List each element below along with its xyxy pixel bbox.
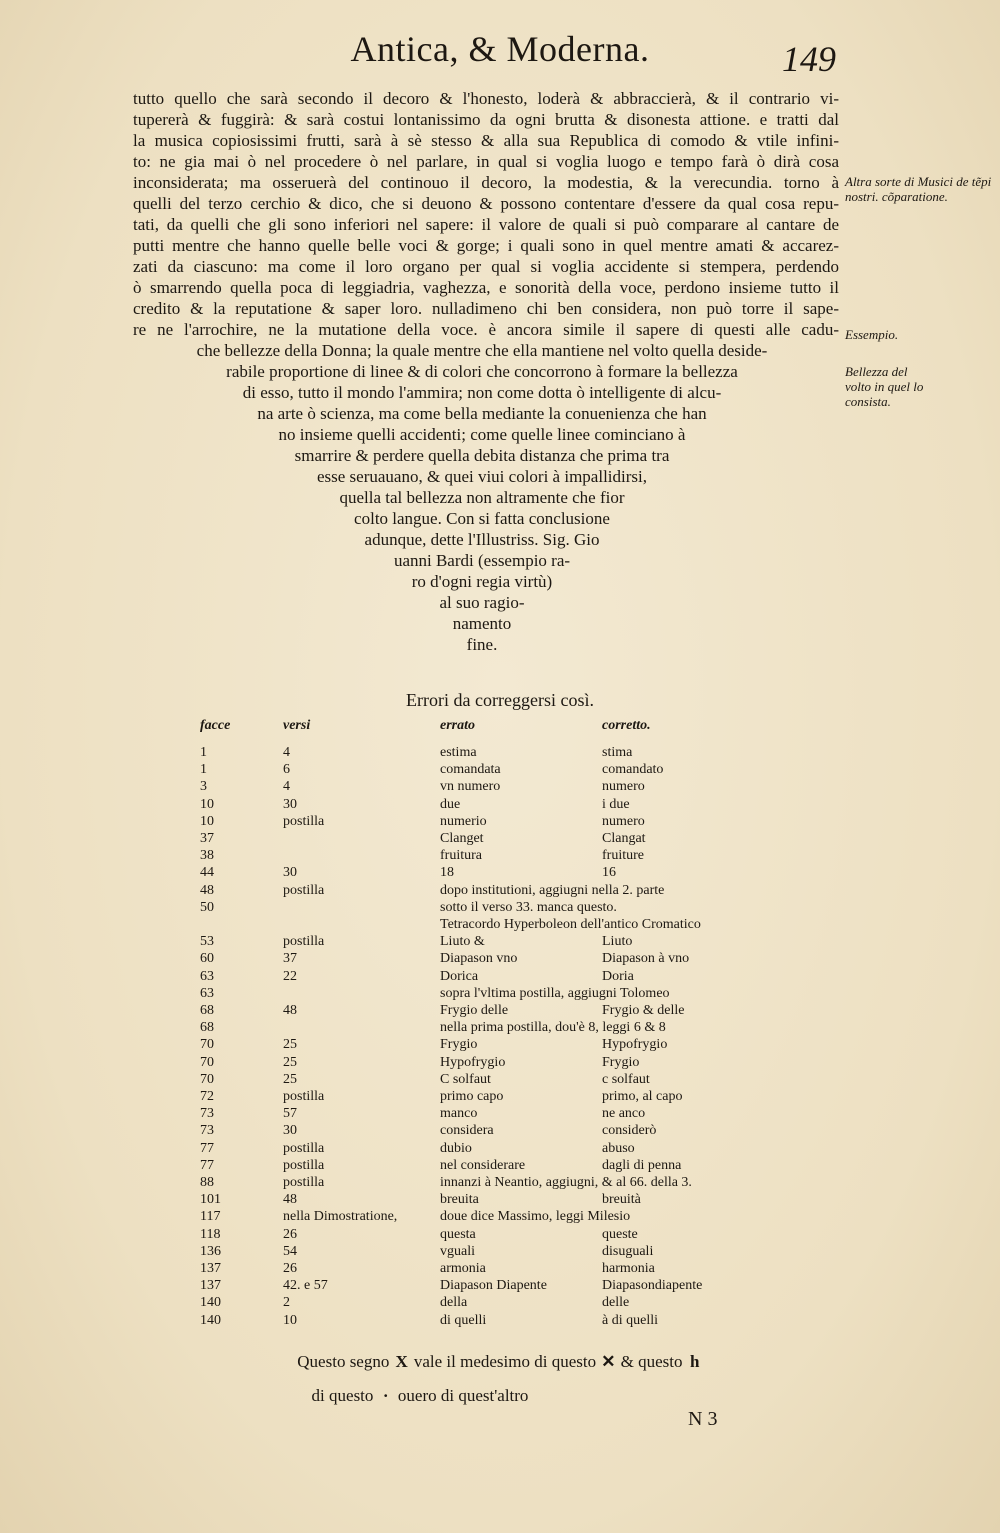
errata-versi: postilla (283, 1089, 325, 1104)
errata-row (0, 1037, 1000, 1054)
errata-facce: 1 (200, 745, 207, 760)
body-line: tutto quello che sarà secondo il decoro & l'honesto, loderà & abbraccierà, & il contrario vi- (133, 89, 839, 108)
errata-row (0, 883, 1000, 900)
errata-errato: Liuto & (440, 934, 485, 950)
body-line: uanni Bardi (essempio ra- (393, 551, 571, 570)
errata-errato: Hypofrygio (440, 1054, 506, 1070)
errata-errato: 18 (440, 865, 454, 881)
errata-corretto: numero (602, 813, 645, 829)
errata-row (0, 1313, 1000, 1330)
errata-facce: 73 (200, 1123, 214, 1139)
errata-errato: sopra l'vltima postilla, aggiugni Tolomeo (440, 985, 670, 1001)
errata-row (0, 1209, 1000, 1226)
sign-x: X (395, 1352, 408, 1371)
errata-corretto: i due (602, 796, 630, 812)
body-line: la musica copiosissimi frutti, sarà à sè stesso & alla sua Republica di comodo & vtile infini- (133, 131, 839, 150)
body-line: esse seruauano, & quei viui colori à impallidirsi, (316, 467, 647, 486)
errata-row (0, 814, 1000, 831)
errata-errato: di quelli (440, 1312, 487, 1328)
body-line: no insieme quelli accidenti; come quelle linee cominciano à (278, 425, 686, 444)
errata-facce: 77 (200, 1157, 214, 1173)
errata-facce: 70 (200, 1071, 214, 1087)
errata-versi: 37 (283, 951, 297, 967)
errata-row (0, 1175, 1000, 1192)
margin-note-essempio: Essempio. (845, 327, 899, 342)
errata-versi: postilla (283, 934, 325, 950)
errata-facce: 101 (200, 1192, 221, 1208)
errata-versi: 26 (283, 1226, 297, 1242)
errata-row (0, 745, 1000, 762)
body-line: quelli del terzo cerchio & dico, che si deuono & possono contentare d'essere da qual cosa repu- (133, 194, 839, 213)
errata-corretto: Diapason à vno (602, 951, 690, 967)
margin-note-bellezza: Bellezza del volto in quel lo consista. (845, 364, 924, 409)
errata-versi: 30 (283, 1123, 297, 1139)
errata-errato: primo capo (440, 1089, 504, 1104)
errata-corretto: Frygio & delle (602, 1003, 685, 1018)
errata-row (0, 1020, 1000, 1037)
page-number: 149 (782, 39, 836, 79)
errata-versi: 26 (283, 1261, 297, 1276)
body-line: zati da ciascuno: ma come il loro organo per qual si voglia accidente si stempera, perdendo (133, 257, 839, 276)
errata-corretto: Doria (602, 968, 634, 984)
errata-corretto: Clangat (602, 831, 646, 846)
errata-corretto: Frygio (602, 1054, 640, 1070)
errata-facce: 136 (200, 1243, 221, 1259)
errata-errato: nel considerare (440, 1157, 526, 1173)
errata-versi: 48 (283, 1192, 297, 1208)
errata-errato: Frygio (440, 1037, 478, 1053)
errata-facce: 118 (200, 1226, 221, 1242)
sign-dot: · (382, 1386, 389, 1405)
footer-text-2a: di questo (311, 1386, 374, 1405)
errata-versi: 57 (283, 1106, 297, 1122)
errata-errato: Diapason vno (440, 951, 518, 967)
errata-facce: 70 (200, 1037, 214, 1053)
errata-row (0, 1278, 1000, 1295)
errata-facce: 68 (200, 1020, 214, 1036)
errata-header-corretto: corretto. (602, 718, 651, 733)
errata-corretto: primo, al capo (602, 1089, 683, 1104)
errata-facce: 10 (200, 813, 214, 829)
errata-versi: postilla (283, 1140, 325, 1156)
errata-row (0, 951, 1000, 968)
body-line: smarrire & perdere quella debita distanza che prima tra (294, 446, 670, 465)
errata-versi: 42. e 57 (283, 1278, 328, 1294)
errata-errato: numerio (440, 813, 487, 829)
body-line: ò smarrendo quella poca di leggiadria, vaghezza, e sonorità della voce, perdono insieme tutto il (133, 278, 839, 297)
errata-row (0, 1192, 1000, 1209)
errata-facce: 1 (200, 762, 207, 778)
errata-facce: 137 (200, 1261, 221, 1276)
errata-facce: 117 (200, 1209, 221, 1225)
errata-corretto: 16 (602, 865, 616, 881)
errata-versi: 30 (283, 865, 297, 881)
errata-corretto: Diapasondiapente (602, 1278, 703, 1294)
errata-versi: 2 (283, 1295, 290, 1311)
errata-versi: postilla (283, 1157, 325, 1173)
errata-header-facce: facce (200, 718, 231, 733)
errata-row (0, 917, 1000, 934)
errata-errato: comandata (440, 762, 501, 778)
errata-row (0, 1295, 1000, 1312)
body-line: quella tal bellezza non altramente che fior (339, 488, 625, 507)
errata-versi: 30 (283, 796, 297, 812)
errata-corretto: abuso (602, 1140, 635, 1156)
errata-versi: 54 (283, 1243, 297, 1259)
errata-errato: fruitura (440, 848, 482, 864)
errata-row (0, 797, 1000, 814)
signature-mark: N 3 (688, 1408, 718, 1430)
errata-facce: 50 (200, 899, 214, 915)
errata-errato: manco (440, 1106, 478, 1122)
footer-text-2b: ouero di quest'altro (397, 1386, 529, 1405)
errata-errato: Tetracordo Hyperboleon dell'antico Cromatico (440, 917, 701, 932)
errata-errato: breuita (440, 1192, 479, 1208)
errata-corretto: comandato (602, 762, 664, 778)
errata-corretto: numero (602, 779, 645, 795)
errata-row (0, 1089, 1000, 1106)
errata-errato: Clanget (440, 831, 484, 846)
errata-corretto: considerò (602, 1123, 657, 1139)
errata-errato: vn numero (440, 779, 501, 795)
body-line: credito & la reputatione & saper loro. nulladimeno chi ben considera, non può torre il sape- (133, 299, 839, 318)
errata-corretto: stima (602, 745, 633, 760)
body-line: rabile proportione di linee & di colori che concorrono à formare la bellezza (226, 362, 738, 381)
errata-row (0, 1003, 1000, 1020)
errata-versi: 4 (283, 779, 290, 795)
errata-versi: 25 (283, 1071, 297, 1087)
errata-errato: due (440, 796, 461, 812)
errata-facce: 3 (200, 779, 207, 795)
errata-versi: 4 (283, 745, 290, 760)
errata-errato: C solfaut (440, 1071, 491, 1087)
errata-facce: 10 (200, 796, 214, 812)
errata-facce: 137 (200, 1278, 221, 1294)
errata-errato: dubio (440, 1140, 472, 1156)
sign-h: h (689, 1352, 700, 1371)
errata-row (0, 1072, 1000, 1089)
body-line: namento (452, 614, 512, 633)
errata-corretto: queste (602, 1226, 638, 1242)
errata-row (0, 1106, 1000, 1123)
errata-errato: armonia (440, 1261, 486, 1276)
errata-errato: questa (440, 1226, 476, 1242)
errata-errato: della (440, 1295, 468, 1311)
errata-row (0, 1244, 1000, 1261)
body-line: na arte ò scienza, ma come bella mediante la conuenienza che han (257, 404, 707, 423)
errata-corretto: fruiture (602, 848, 644, 864)
errata-facce: 77 (200, 1140, 214, 1156)
errata-versi: 48 (283, 1003, 297, 1018)
errata-facce: 38 (200, 848, 214, 864)
errata-facce: 44 (200, 865, 214, 881)
errata-errato: innanzi à Neantio, aggiugni, & al 66. della 3. (440, 1175, 692, 1190)
errata-facce: 68 (200, 1003, 214, 1018)
errata-row (0, 1261, 1000, 1278)
errata-corretto: Hypofrygio (602, 1037, 668, 1053)
body-line: di esso, tutto il mondo l'ammira; non come dotta ò intelligente di alcu- (242, 383, 722, 402)
errata-errato: dopo institutioni, aggiugni nella 2. parte (440, 882, 665, 898)
errata-row (0, 1227, 1000, 1244)
errata-versi: nella Dimostratione, (283, 1209, 398, 1225)
errata-corretto: c solfaut (602, 1071, 650, 1087)
body-line: adunque, dette l'Illustriss. Sig. Gio (364, 530, 600, 549)
errata-errato: considera (440, 1123, 494, 1139)
errata-corretto: Liuto (602, 934, 633, 950)
errata-facce: 140 (200, 1295, 221, 1311)
errata-versi: postilla (283, 1175, 325, 1190)
errata-facce: 37 (200, 831, 214, 846)
errata-errato: Dorica (440, 968, 479, 984)
errata-facce: 140 (200, 1312, 221, 1328)
errata-row (0, 934, 1000, 951)
errata-errato: vguali (440, 1243, 475, 1259)
body-line: che bellezze della Donna; la quale mentre che ella mantiene nel volto quella deside- (196, 341, 768, 360)
errata-facce: 73 (200, 1106, 214, 1122)
errata-row (0, 900, 1000, 917)
errata-versi: postilla (283, 882, 325, 898)
errata-row (0, 1158, 1000, 1175)
errata-row (0, 1123, 1000, 1140)
errata-errato: Diapason Diapente (440, 1278, 547, 1294)
errata-facce: 70 (200, 1054, 214, 1070)
body-line: to: ne gia mai ò nel procedere ò nel parlare, in qual si voglia luogo e tempo farà ò dirà cosa (133, 152, 839, 171)
errata-facce: 88 (200, 1175, 214, 1190)
body-line: tupererà & fuggirà: & sarà costui lontanissimo da ogni brutta & disonesta attione. e tratti dal (133, 110, 839, 129)
errata-header-row (0, 718, 1000, 735)
errata-row (0, 865, 1000, 882)
errata-corretto: delle (602, 1295, 630, 1311)
errata-row (0, 1141, 1000, 1158)
body-line: al suo ragio- (439, 593, 525, 612)
body-line: putti mentre che hanno quelle belle voci & gorge; i quali sono in quel mentre amati & accarez- (133, 236, 839, 255)
errata-row (0, 831, 1000, 848)
errata-header-errato: errato (440, 718, 475, 733)
errata-corretto: disuguali (602, 1243, 654, 1259)
errata-versi: 10 (283, 1312, 297, 1328)
errata-errato: doue dice Massimo, leggi Milesio (440, 1209, 631, 1225)
errata-facce: 63 (200, 968, 214, 984)
footer-text-1b: vale il medesimo di questo (413, 1352, 597, 1371)
errata-corretto: ne anco (602, 1106, 646, 1122)
footer-text-1c: & questo (620, 1352, 683, 1371)
footer-note-line-2 (0, 1386, 920, 1406)
errata-corretto: dagli di penna (602, 1157, 682, 1173)
body-line: inconsiderata; ma osseruerà del continouo il decoro, la modestia, & la verecundia. torno à (133, 173, 839, 192)
sign-cross: ✕ (601, 1352, 616, 1371)
errata-header-versi: versi (283, 718, 311, 733)
margin-note-musici: Altra sorte di Musici de tẽpi nostri. cõparatione. (845, 174, 992, 204)
footer-text-1a: Questo segno (297, 1352, 390, 1371)
errata-errato: nella prima postilla, dou'è 8, leggi 6 & 8 (440, 1020, 666, 1036)
errata-versi: 22 (283, 968, 297, 984)
errata-row (0, 762, 1000, 779)
body-line: re ne l'arrochire, ne la mutatione della voce. è ancora simile il sapere di questi alle cadu- (133, 320, 839, 339)
errata-row (0, 779, 1000, 796)
errata-title: Errori da correggersi così. (406, 690, 594, 710)
body-line: fine. (466, 635, 498, 654)
errata-versi: 25 (283, 1037, 297, 1053)
errata-versi: 25 (283, 1054, 297, 1070)
errata-facce: 63 (200, 985, 214, 1001)
errata-row (0, 986, 1000, 1003)
errata-versi: postilla (283, 813, 325, 829)
body-line: ro d'ogni regia virtù) (411, 572, 553, 591)
errata-versi: 6 (283, 762, 290, 778)
errata-corretto: harmonia (602, 1261, 655, 1276)
errata-row (0, 1055, 1000, 1072)
errata-facce: 72 (200, 1089, 214, 1104)
errata-row (0, 969, 1000, 986)
errata-facce: 53 (200, 934, 214, 950)
errata-facce: 48 (200, 882, 214, 898)
errata-corretto: à di quelli (602, 1312, 658, 1328)
errata-errato: Frygio delle (440, 1003, 509, 1018)
running-header: Antica, & Moderna. (350, 29, 650, 69)
body-line: colto langue. Con si fatta conclusione (354, 509, 610, 528)
errata-corretto: breuità (602, 1192, 641, 1208)
errata-errato: estima (440, 745, 477, 760)
errata-errato: sotto il verso 33. manca questo. (440, 899, 617, 915)
footer-note-line-1 (0, 1352, 1000, 1372)
errata-facce: 60 (200, 951, 214, 967)
errata-row (0, 848, 1000, 865)
body-line: tati, da quelli che gli sono inferiori nel sapere: il valore de quali si può comparare al cantare de (133, 215, 839, 234)
